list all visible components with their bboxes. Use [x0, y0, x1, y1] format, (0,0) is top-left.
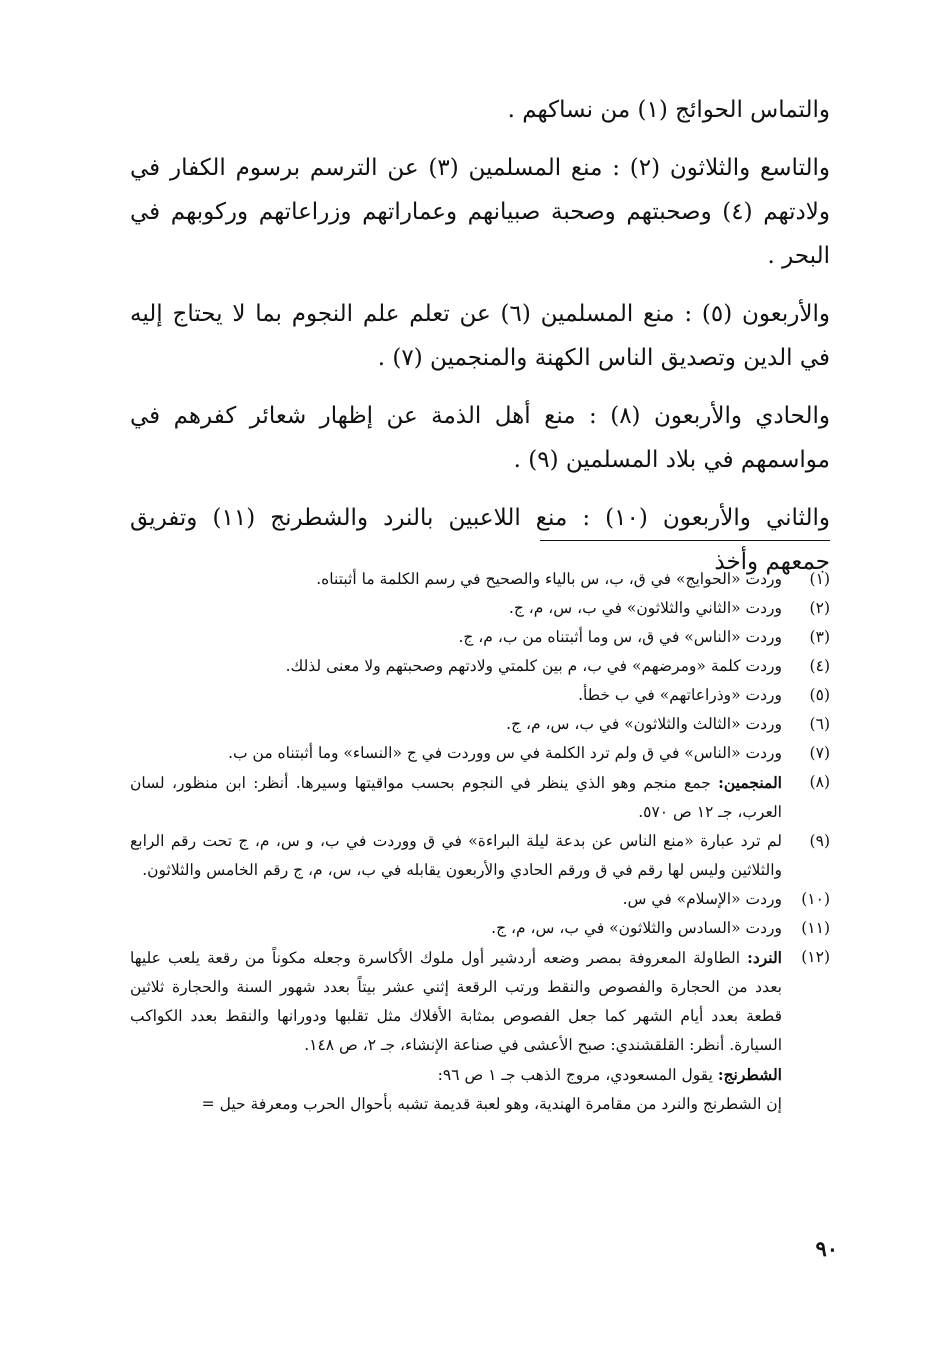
- footnote-item: [130, 827, 830, 885]
- footnote-text: وردت «الثاني والثلاثون» في ب، س، م، ج.: [508, 599, 782, 617]
- footnote-number: (٥): [809, 686, 830, 704]
- footnote-item: [130, 710, 830, 739]
- footnote-item: [130, 914, 830, 943]
- footnote-number: (٢): [809, 599, 830, 617]
- footnote-term: النرد:: [747, 948, 782, 967]
- main-paragraph: والتماس الحوائج (١) من نساكهم .: [507, 97, 830, 123]
- footnote-item: [130, 623, 830, 652]
- footnote-text: وردت «الناس» في ق ولم ترد الكلمة في س ووردت في ج «النساء» وما أثبتناه من ب.: [228, 744, 782, 762]
- footnote-number: (٦): [809, 715, 830, 733]
- main-text: [130, 88, 830, 598]
- footnote-continuation: [130, 1060, 782, 1090]
- footnote-body: الطاولة المعروفة بمصر وضعه أردشير أول ملوك الأكاسرة وجعله مكوناً من رقعة يلعب عليها بعدد من الحجارة والفصوص والنقط ورتب الرقعة إثني عشر بيتاً بعدد شهور السنة والحجارة ثلاثين قطعة بعدد أيام الشهر كما جعل الفصوص بمثابة الأفلاك مثل تقلبها ودورانها والنقط بعدد الكواكب السيارة. أنظر: القلقشندي: صبح الأعشى في صناعة الإنشاء، جـ ٢، ص ١٤٨.: [130, 949, 782, 1054]
- footnotes: [130, 565, 830, 1119]
- footnote-item: [130, 739, 830, 768]
- main-paragraph: والحادي والأربعون (٨) : منع أهل الذمة عن إظهار شعائر كفرهم في مواسمهم في بلاد المسلمين (٩) .: [130, 403, 830, 473]
- footnote-number: (٨): [809, 773, 830, 791]
- footnote-number: (٩): [809, 832, 830, 850]
- footnote-text: [130, 768, 782, 827]
- footnote-text: وردت «الإسلام» في س.: [622, 890, 782, 908]
- footnote-text: وردت «الثالث والثلاثون» في ب، س، م، ج.: [506, 715, 782, 733]
- footnote-item: [130, 885, 830, 914]
- footnote-item: [130, 768, 830, 827]
- footnote-item: [130, 594, 830, 623]
- footnote-term: الشطرنج:: [717, 1065, 782, 1084]
- main-paragraph: والتاسع والثلاثون (٢) : منع المسلمين (٣) عن الترسم برسوم الكفار في ولادتهم (٤) وصحبتهم وصحبة صبيانهم وعماراتهم وزراعاتهم وركوبهم في البحر .: [130, 155, 831, 269]
- footnote-text: [130, 943, 782, 1060]
- footnote-body: يقول المسعودي، مروج الذهب جـ ١ ص ٩٦:: [437, 1066, 718, 1084]
- main-paragraph: والأربعون (٥) : منع المسلمين (٦) عن تعلم علم النجوم بما لا يحتاج إليه في الدين وتصديق الناس الكهنة والمنجمين (٧) .: [130, 301, 830, 371]
- main-paragraph: والثاني والأربعون (١٠) : منع اللاعبين بالنرد والشطرنج (١١) وتفريق جمعهم وأخذ: [130, 505, 830, 575]
- footnote-text: وردت «وذراعاتهم» في ب خطأ.: [578, 686, 782, 704]
- footnote-text: لم ترد عبارة «منع الناس عن بدعة ليلة البراءة» في ق ووردت في ب، و س، م، ج تحت رقم الرابع والثلاثين وليس لها رقم في ق ورقم الحادي والأربعون يقابله في ب، س، م، ج رقم الخامس والثلاثون.: [130, 832, 782, 879]
- footnote-number: (٤): [809, 657, 830, 675]
- footnote-term: المنجمين:: [718, 773, 782, 792]
- footnote-text: وردت «الناس» في ق، س وما أثبتناه من ب، م، ج.: [458, 628, 782, 646]
- page-number: ٩٠: [815, 1236, 838, 1261]
- footnote-number: (١١): [801, 919, 830, 937]
- footnote-number: (١): [809, 570, 830, 588]
- footnote-text: وردت «السادس والثلاثون» في ب، س، م، ج.: [491, 919, 782, 937]
- footnote-item: [130, 943, 830, 1060]
- footnote-number: (١٢): [801, 948, 830, 966]
- footnote-number: (٧): [809, 744, 830, 762]
- footnote-item: [130, 652, 830, 681]
- footnote-number: (١٠): [801, 890, 830, 908]
- footnote-divider: [540, 540, 830, 541]
- footnote-item: [130, 681, 830, 710]
- footnote-text: وردت كلمة «ومرضهم» في ب، م بين كلمتي ولادتهم وصحبتهم ولا معنى لذلك.: [285, 657, 782, 675]
- footnote-item: [130, 565, 830, 594]
- footnote-body: جمع منجم وهو الذي ينظر في النجوم بحسب مواقيتها وسيرها. أنظر: ابن منظور، لسان العرب، جـ ١٢ ص ٥٧٠.: [130, 774, 782, 821]
- footnote-number: (٣): [809, 628, 830, 646]
- footnote-continuation-text: إن الشطرنج والنرد من مقامرة الهندية، وهو لعبة قديمة تشبه بأحوال الحرب ومعرفة حيل =: [201, 1095, 782, 1113]
- footnote-text: وردت «الحوايج» في ق، ب، س بالياء والصحيح في رسم الكلمة ما أثبتناه.: [316, 570, 782, 588]
